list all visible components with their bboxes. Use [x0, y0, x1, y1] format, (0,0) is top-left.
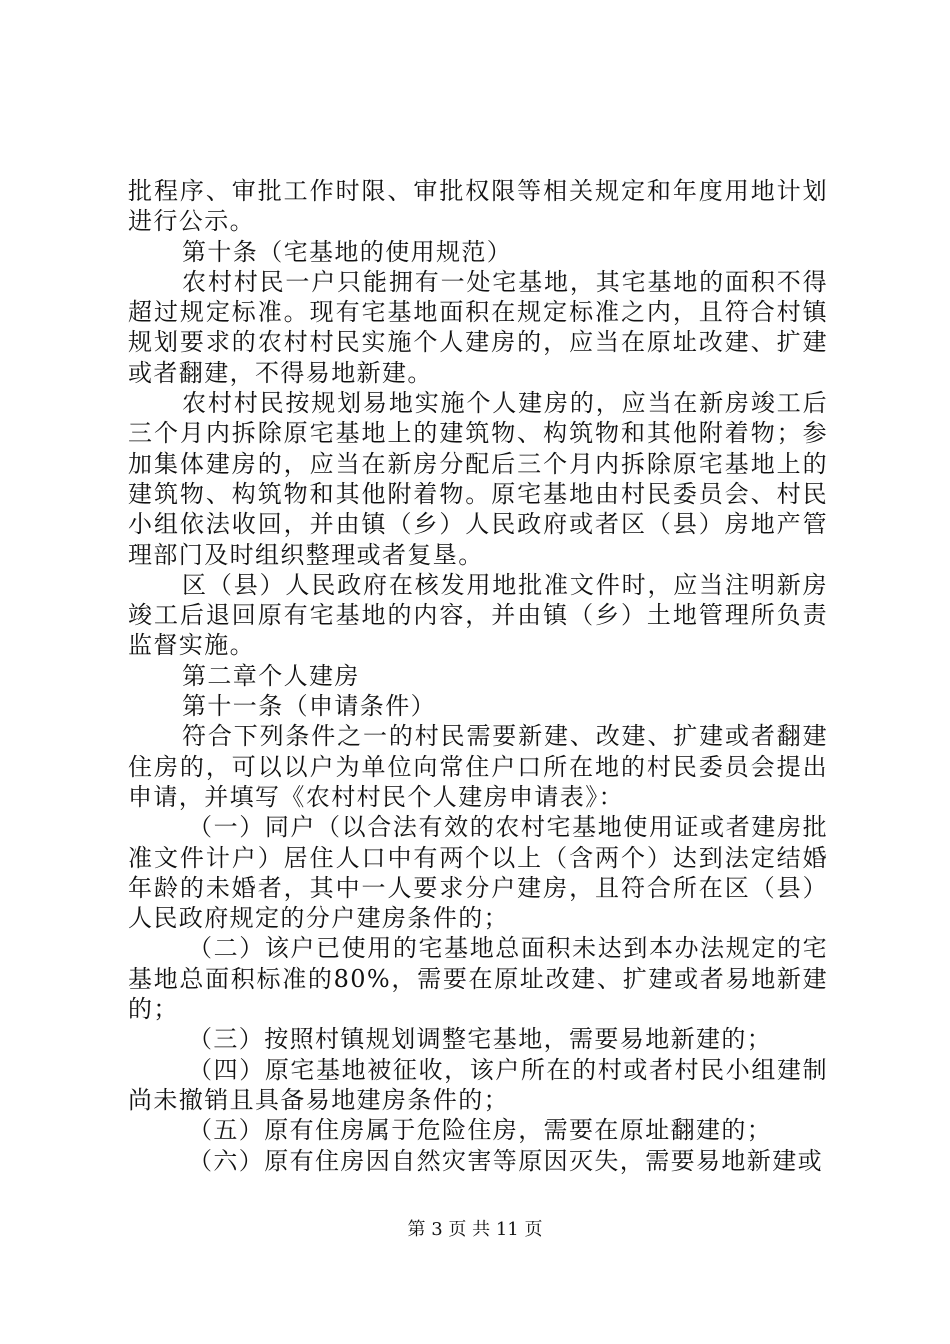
paragraph-5: 区（县）人民政府在核发用地批准文件时，应当注明新房竣工后退回原有宅基地的内容，并由镇（乡）土地管理所负责监督实施。 — [128, 570, 828, 660]
condition-item-2: （二）该户已使用的宅基地总面积未达到本办法规定的宅基地总面积标准的80%，需要在原址改建、扩建或者易地新建的； — [128, 934, 828, 1024]
chapter-2-heading: 第二章个人建房 — [182, 661, 360, 690]
paragraph-4: 农村村民按规划易地实施个人建房的，应当在新房竣工后三个月内拆除原宅基地上的建筑物、构筑物和其他附着物；参加集体建房的，应当在新房分配后三个月内拆除原宅基地上的建筑物、构筑物和其他附着物。原宅基地由村民委员会、村民小组依法收回，并由镇（乡）人民政府或者区（县）房地产管理部门及时组织整理或者复垦。 — [128, 389, 828, 569]
paragraph-3: 农村村民一户只能拥有一处宅基地，其宅基地的面积不得超过规定标准。现有宅基地面积在规定标准之内，且符合村镇规划要求的农村村民实施个人建房的，应当在原址改建、扩建或者翻建，不得易地新建。 — [128, 267, 828, 387]
condition-item-1: （一）同户（以合法有效的农村宅基地使用证或者建房批准文件计户）居住人口中有两个以上（含两个）达到法定结婚年龄的未婚者，其中一人要求分户建房，且符合所在区（县）人民政府规定的分户建房条件的； — [128, 813, 828, 933]
condition-item-3: （三）按照村镇规划调整宅基地，需要易地新建的； — [188, 1025, 773, 1054]
article-11-heading: 第十一条（申请条件） — [182, 692, 436, 721]
condition-item-5: （五）原有住房属于危险住房，需要在原址翻建的； — [188, 1116, 773, 1145]
condition-item-6: （六）原有住房因自然灾害等原因灭失，需要易地新建或 — [188, 1146, 823, 1175]
paragraph-1: 批程序、审批工作时限、审批权限等相关规定和年度用地计划进行公示。 — [128, 177, 828, 236]
paragraph-8: 符合下列条件之一的村民需要新建、改建、扩建或者翻建住房的，可以以户为单位向常住户口所在地的村民委员会提出申请，并填写《农村村民个人建房申请表》： — [128, 722, 828, 811]
page-number-footer: 第 3 页 共 11 页 — [407, 1219, 543, 1240]
condition-item-4: （四）原宅基地被征收，该户所在的村或者村民小组建制尚未撤销且具备易地建房条件的； — [128, 1055, 828, 1114]
document-body — [128, 176, 828, 1176]
article-10-heading: 第十条（宅基地的使用规范） — [182, 237, 513, 266]
